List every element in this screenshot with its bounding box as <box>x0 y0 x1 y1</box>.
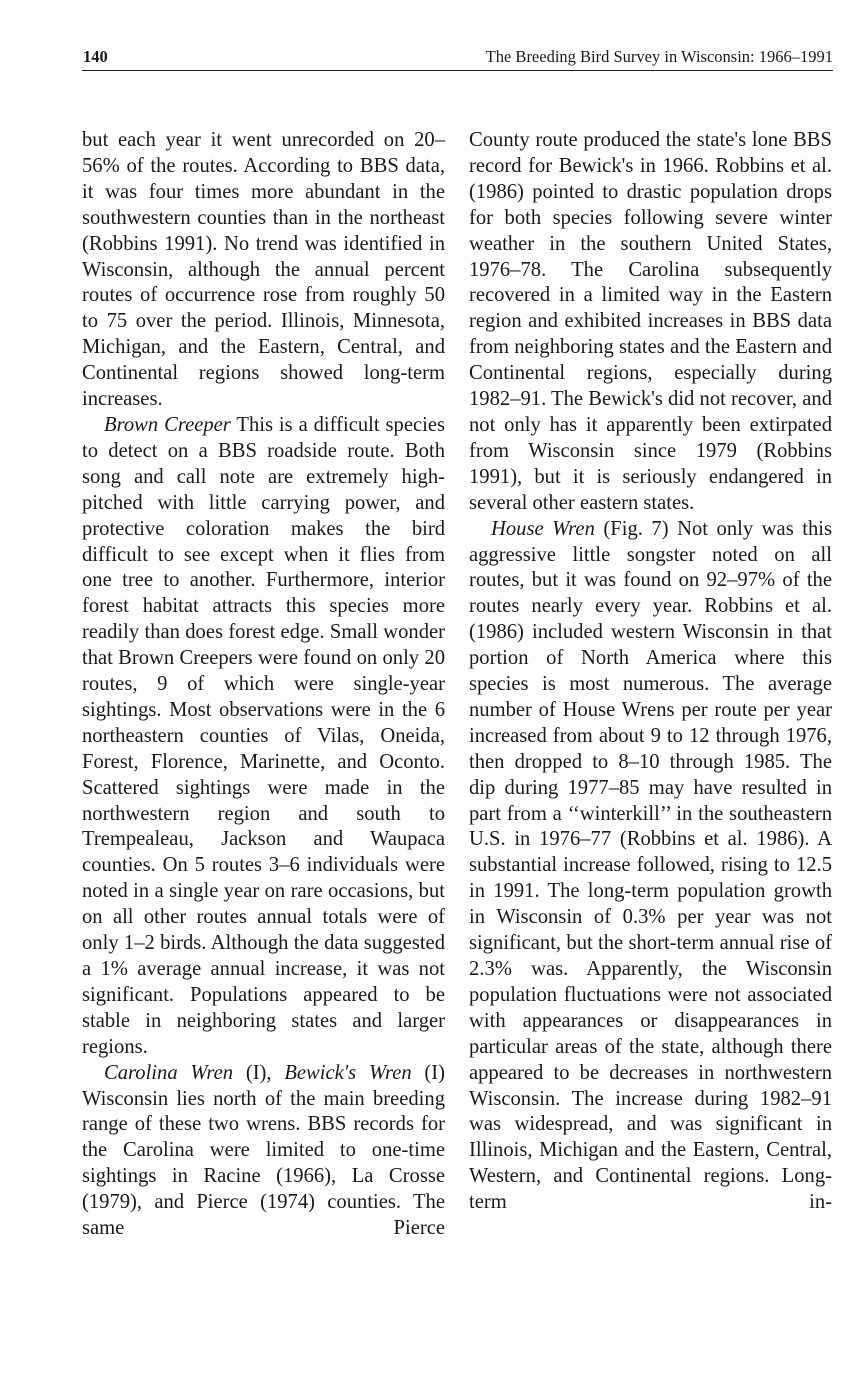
left-column <box>82 128 445 1242</box>
species-name-carolina-wren: Carolina Wren <box>104 1061 234 1084</box>
paragraph-text: This is a difficult species to detect on a BBS roadside route. Both song and call note are extremely high-pitched with little carrying power, and protective coloration makes the bird difficult to see except when it flies from one tree to another. Furthermore, interior forest habitat attracts this species more readily than does forest edge. Small wonder that Brown Creepers were found on only 20 routes, 9 of which were single-year sightings. Most observations were in the 6 northeastern counties of Vilas, Oneida, Forest, Florence, Marinette, and Oconto. Scattered sightings were made in the northwestern region and south to Trempealeau, Jackson and Waupaca counties. On 5 routes 3–6 individuals were noted in a single year on rare occasions, but on all other routes annual totals were of only 1–2 birds. Although the data suggested a 1% average annual increase, it was not significant. Populations appeared to be stable in neighboring states and larger regions. <box>82 413 445 1058</box>
paragraph-brown-creeper <box>82 413 445 1061</box>
species-name-bewicks-wren: Bewick's Wren <box>284 1061 412 1084</box>
paragraph-continued: County route produced the state's lone BBS record for Bewick's in 1966. Robbins et al. (1986) pointed to drastic population drops for both species following severe winter weather in the southern United States, 1976–78. The Carolina subsequently recovered in a limited way in the Eastern region and exhibited increases in BBS data from neighboring states and the Eastern and Continental regions, especially during 1982–91. The Bewick's did not recover, and not only has it apparently been extirpated from Wisconsin since 1979 (Robbins 1991), but it is seriously endangered in several other eastern states. <box>469 129 832 514</box>
running-title: The Breeding Bird Survey in Wisconsin: 1966–1991 <box>485 47 833 66</box>
paragraph-text: (I), <box>233 1061 285 1084</box>
paragraph-text: (I) Wisconsin lies north of the main breeding range of these two wrens. BBS records for the Carolina were limited to one-time sightings in Racine (1966), La Crosse (1979), and Pierce (1974) counties. The same Pierce <box>82 1061 445 1240</box>
paragraph-continued: but each year it went unrecorded on 20–56% of the routes. According to BBS data, it was four times more abundant in the southwestern counties than in the northeast (Robbins 1991). No trend was identified in Wisconsin, although the annual percent routes of occurrence rose from roughly 50 to 75 over the period. Illinois, Minnesota, Michigan, and the Eastern, Central, and Continental regions showed long-term increases. <box>82 129 445 411</box>
paragraph-house-wren <box>469 517 832 1216</box>
species-name-brown-creeper: Brown Creeper <box>104 413 231 436</box>
species-name-house-wren: House Wren <box>491 517 595 540</box>
running-header <box>82 46 833 71</box>
right-column <box>469 128 832 1216</box>
paragraph-text: (Fig. 7) Not only was this aggressive little songster noted on all routes, but it was found on 92–97% of the routes nearly every year. Robbins et al. (1986) included western Wisconsin in that portion of North America where this species is most numerous. The average number of House Wrens per route per year increased from about 9 to 12 through 1976, then dropped to 8–10 through 1985. The dip during 1977–85 may have resulted in part from a ‘‘winterkill’’ in the southeastern U.S. in 1976–77 (Robbins et al. 1986). A substantial increase followed, rising to 12.5 in 1991. The long-term population growth in Wisconsin of 0.3% per year was not significant, but the short-term annual rise of 2.3% was. Apparently, the Wisconsin population fluctuations were not associated with appearances or disappearances in particular areas of the state, although there appeared to be decreases in northwestern Wisconsin. The increase during 1982–91 was widespread, and was significant in Illinois, Michigan and the Eastern, Central, Western, and Continental regions. Long-term in- <box>469 517 832 1214</box>
paragraph-carolina-bewicks-wren <box>82 1061 445 1242</box>
page-number: 140 <box>83 47 108 66</box>
